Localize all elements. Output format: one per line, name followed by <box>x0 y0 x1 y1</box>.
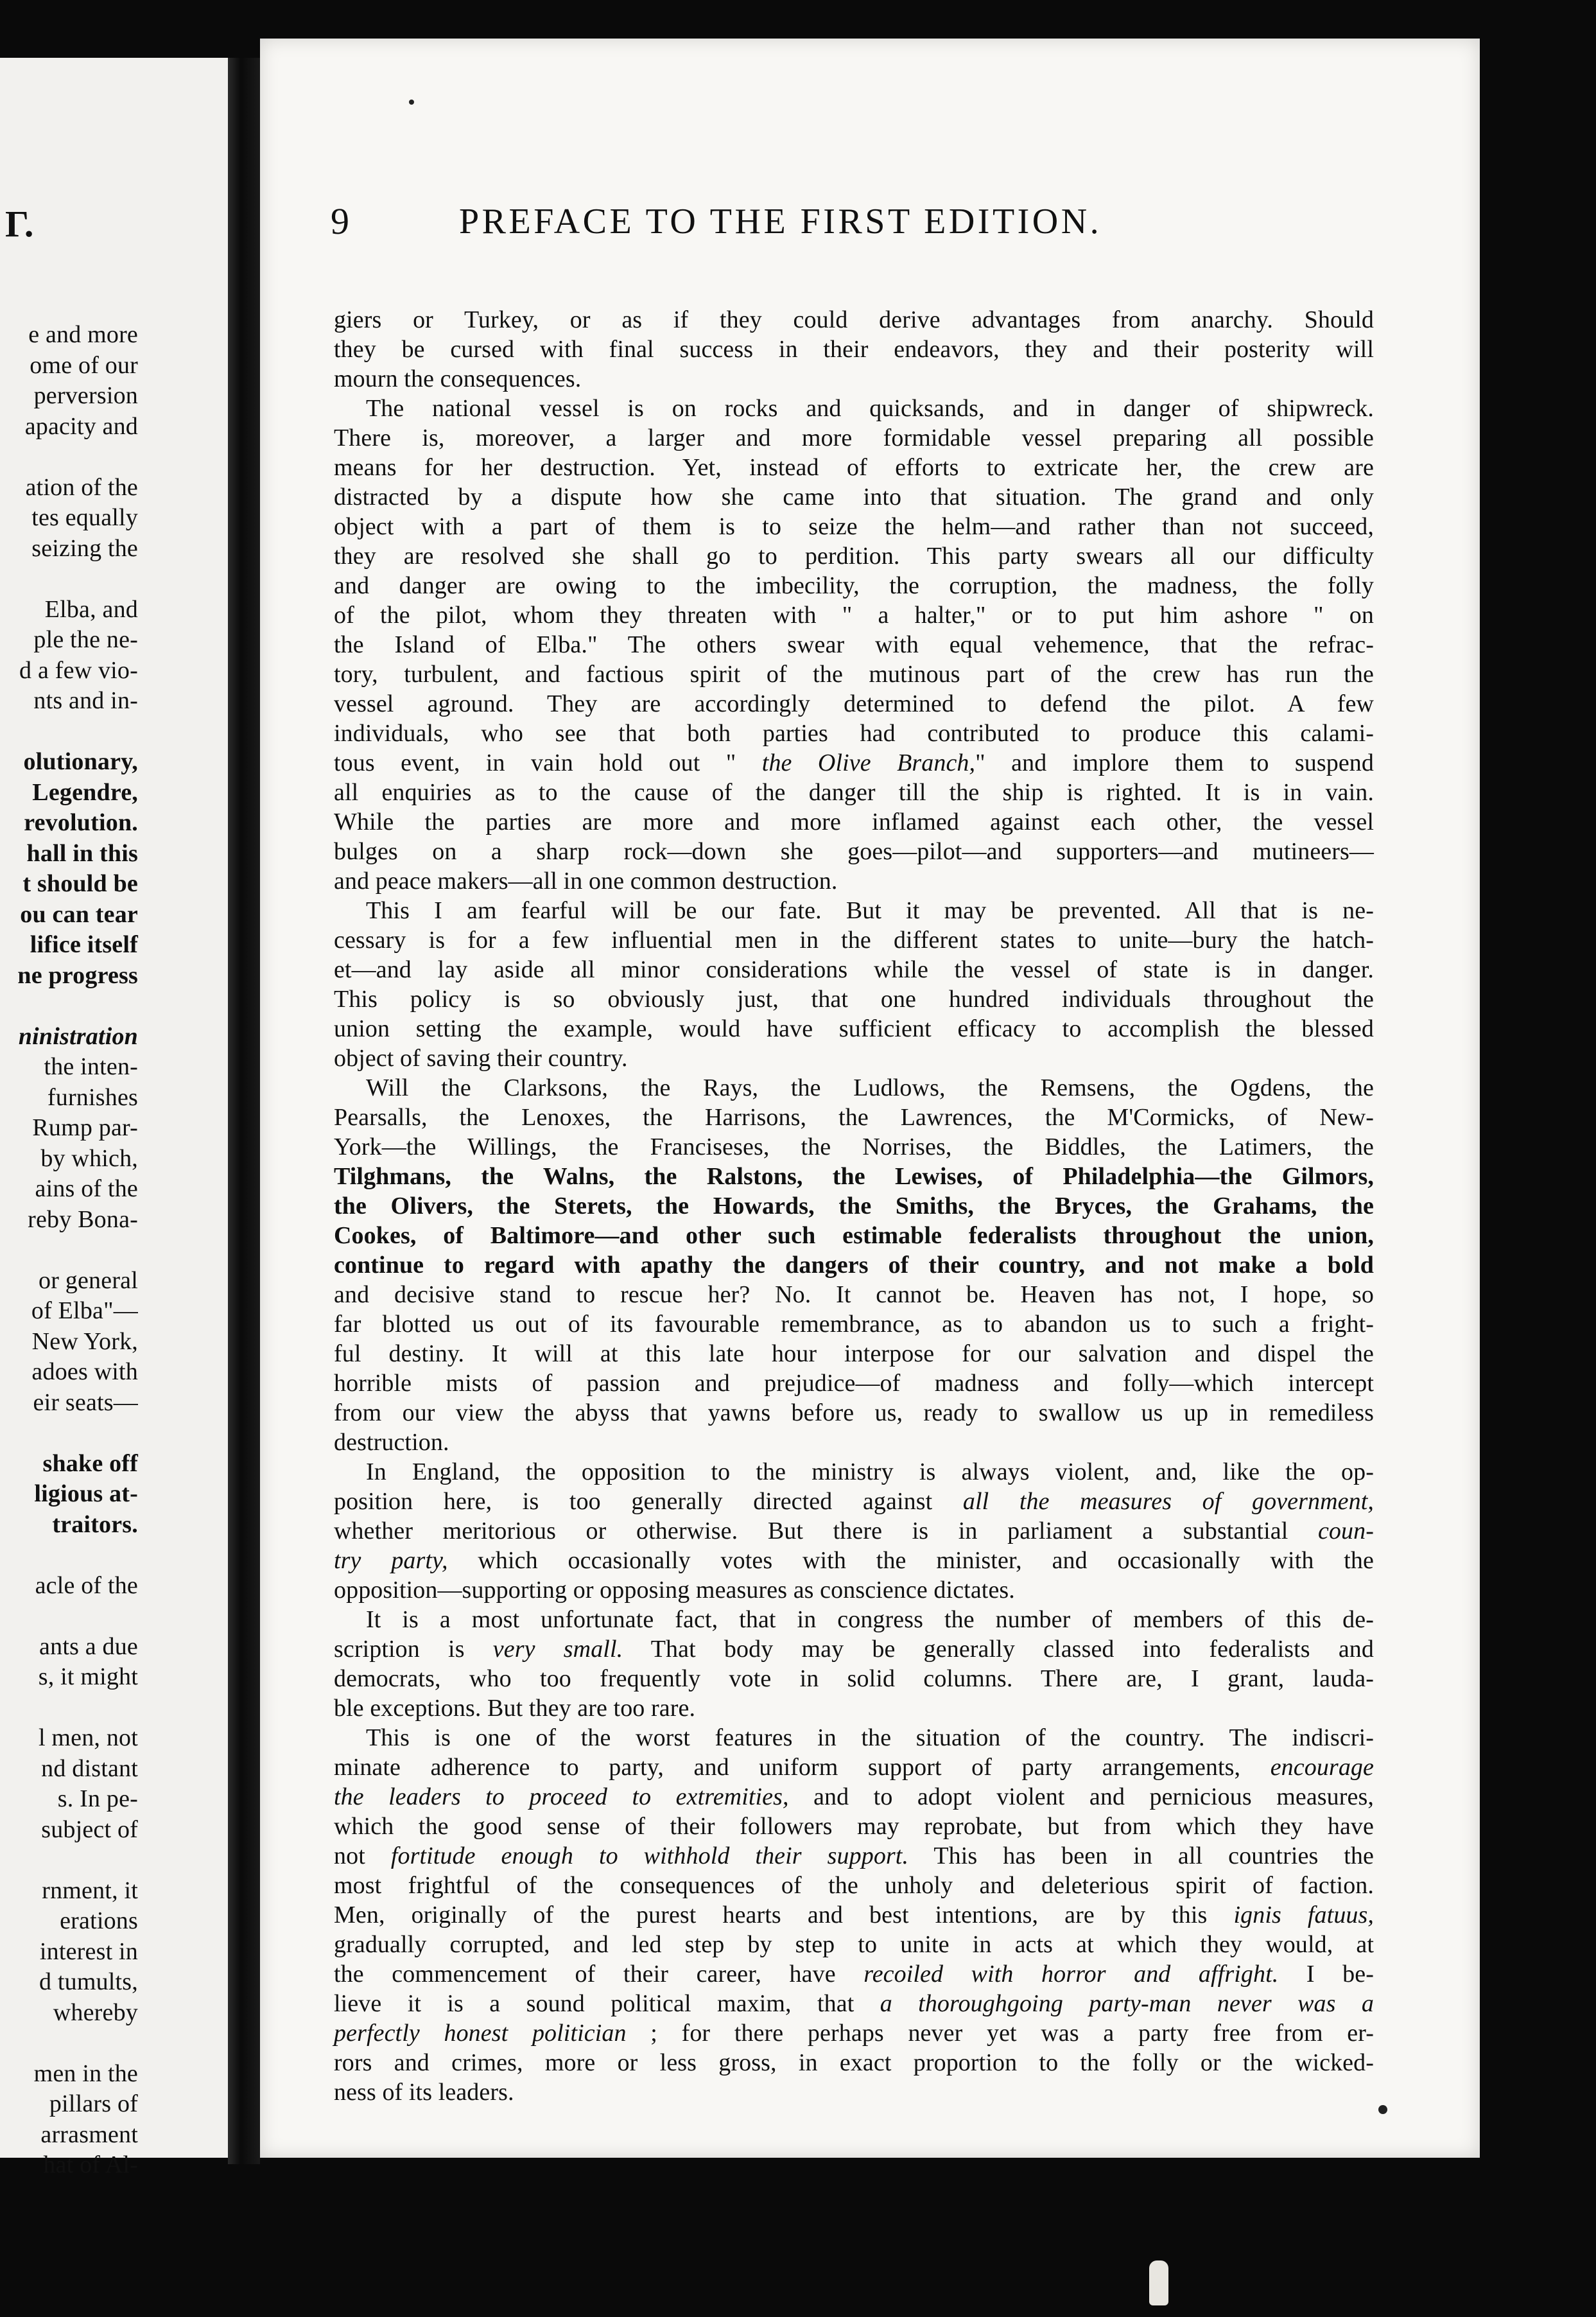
facing-page-line: ou can tear <box>20 900 138 928</box>
text-line: not fortitude enough to withhold their support. This has been in all countries the <box>334 1842 1375 1869</box>
facing-page-line: New York, <box>31 1327 138 1355</box>
text-line: It is a most unfortunate fact, that in congress the number of members of this de- <box>366 1606 1374 1633</box>
facing-page-line: ple the ne- <box>33 626 138 653</box>
facing-page-line: ation of the <box>25 473 138 501</box>
facing-page-line: e and more <box>28 321 138 348</box>
text-line: ful destiny. It will at this late hour interpose for our salvation and dispel the <box>334 1340 1374 1367</box>
text-line: they are resolved she shall go to perdition. This party swears all our difficulty <box>334 543 1374 570</box>
facing-page-line: pillars of <box>49 2090 138 2117</box>
facing-page-line: d a few vio- <box>19 656 138 684</box>
blank-line <box>0 717 138 748</box>
facing-page-line: hall in this <box>26 839 138 867</box>
facing-page-line: Rump par- <box>32 1114 138 1141</box>
blank-line <box>0 442 138 473</box>
facing-page-line: ants a due <box>39 1632 138 1660</box>
facing-page-line: arrasment <box>40 2120 138 2148</box>
facing-page-line: acle of the <box>35 1571 138 1599</box>
text-line: democrats, who too frequently vote in solid columns. There are, I grant, lauda- <box>334 1665 1374 1692</box>
text-line: scription is very small. That body may be generally classed into federalists and <box>334 1636 1374 1663</box>
facing-page-line: erations <box>60 1907 138 1934</box>
text-line: This is one of the worst features in the situation of the country. The indiscri- <box>366 1724 1374 1751</box>
facing-page-line: ligious at- <box>34 1480 138 1507</box>
facing-page-line: by which, <box>40 1144 138 1172</box>
text-line: minate adherence to party, and uniform support of party arrangements, encourage <box>334 1754 1374 1781</box>
facing-page-line: nd distant <box>41 1754 138 1782</box>
facing-page-line: eir seats— <box>33 1388 138 1416</box>
text-line: Cookes, of Baltimore—and other such estimable federalists throughout the union, <box>334 1222 1374 1249</box>
ink-speck <box>1378 2105 1387 2114</box>
facing-page-line: rnment, it <box>42 1876 138 1904</box>
blank-line <box>0 564 138 595</box>
text-line: bulges on a sharp rock—down she goes—pilot—and supporters—and mutineers— <box>334 838 1374 865</box>
text-line: individuals, who see that both parties had contributed to produce this calami- <box>334 720 1374 747</box>
text-line: and peace makers—all in one common destruction. <box>334 868 838 895</box>
blank-line <box>0 1693 138 1724</box>
text-line: most frightful of the consequences of the unholy and deleterious spirit of faction. <box>334 1872 1374 1899</box>
facing-page-line: the inten- <box>44 1053 138 1080</box>
text-line: Will the Clarksons, the Rays, the Ludlows, the Remsens, the Ogdens, the <box>366 1074 1374 1101</box>
text-line: they be cursed with final success in their endeavors, they and their posterity will <box>334 336 1374 363</box>
facing-page-line: ne progress <box>17 961 138 989</box>
blank-line <box>0 1845 138 1876</box>
text-line: destruction. <box>334 1429 449 1456</box>
text-line: the Olivers, the Sterets, the Howards, the Smiths, the Bryces, the Grahams, the <box>334 1193 1374 1220</box>
blank-line <box>0 1418 138 1449</box>
text-line: This I am fearful will be our fate. But it may be prevented. All that is ne- <box>366 897 1374 924</box>
facing-page-line: l men, not <box>38 1724 138 1751</box>
text-line: of the pilot, whom they threaten with " a halter," or to put him ashore " on <box>334 602 1374 629</box>
text-line: all enquiries as to the cause of the danger till the ship is righted. It is in vain. <box>334 779 1374 806</box>
facing-page-line: reby Bona- <box>28 1205 138 1233</box>
text-line: from our view the abyss that yawns before us, ready to swallow us up in remediless <box>334 1399 1374 1426</box>
text-line: mourn the consequences. <box>334 365 582 392</box>
facing-page-line: hat of Al- <box>43 2151 138 2178</box>
text-line: position here, is too generally directed against all the measures of government, <box>334 1488 1374 1515</box>
facing-page-line: or general <box>39 1266 138 1294</box>
blank-line <box>0 1235 138 1266</box>
text-line: cessary is for a few influential men in the different states to unite—bury the hatch- <box>334 927 1374 954</box>
facing-page-line: revolution. <box>24 809 138 836</box>
facing-page-line: nts and in- <box>33 687 138 714</box>
text-line: and decisive stand to rescue her? No. It cannot be. Heaven has not, I hope, so <box>334 1281 1374 1308</box>
facing-page-line: of Elba"— <box>31 1297 138 1324</box>
facing-page-line: traitors. <box>52 1510 138 1538</box>
blank-line <box>0 991 138 1022</box>
text-line: distracted by a dispute how she came into that situation. The grand and only <box>334 484 1374 511</box>
text-line: The national vessel is on rocks and quicksands, and in danger of shipwreck. <box>366 395 1374 422</box>
text-line: In England, the opposition to the ministry is always violent, and, like the op- <box>366 1458 1374 1485</box>
text-line: There is, moreover, a larger and more formidable vessel preparing all possible <box>334 424 1374 451</box>
text-line: means for her destruction. Yet, instead of efforts to extricate her, the crew are <box>334 454 1374 481</box>
text-line: which the good sense of their followers may reprobate, but from which they have <box>334 1813 1374 1840</box>
text-line: vessel aground. They are accordingly determined to defend the pilot. A few <box>334 690 1374 717</box>
text-line: Men, originally of the purest hearts and best intentions, are by this ignis fatuus, <box>334 1902 1375 1928</box>
text-line: York—the Willings, the Franciseses, the Norrises, the Biddles, the Latimers, the <box>334 1133 1374 1160</box>
facing-page-line: s, it might <box>38 1663 138 1690</box>
text-line: While the parties are more and more inflamed against each other, the vessel <box>334 809 1374 835</box>
text-line: ness of its leaders. <box>334 2079 514 2106</box>
facing-page-line: seizing the <box>31 534 138 562</box>
facing-page-line: furnishes <box>47 1083 138 1111</box>
text-line: et—and lay aside all minor considerations while the vessel of state is in danger. <box>334 956 1374 983</box>
text-line: lieve it is a sound political maxim, that a thoroughgoing party-man never was a <box>334 1990 1374 2017</box>
facing-page-line: ome of our <box>30 351 138 379</box>
facing-page-line: interest in <box>39 1937 138 1965</box>
text-line: the leaders to proceed to extremities, and to adopt violent and pernicious measures, <box>334 1783 1374 1810</box>
facing-page-line: olutionary, <box>23 748 138 775</box>
text-line: union setting the example, would have sufficient efficacy to accomplish the blessed <box>334 1015 1374 1042</box>
facing-page-line: shake off <box>42 1449 138 1477</box>
facing-page-line: Legendre, <box>32 778 138 806</box>
text-line: Tilghmans, the Walns, the Ralstons, the Lewises, of Philadelphia—the Gilmors, <box>334 1163 1374 1190</box>
body-text <box>334 305 1374 2107</box>
facing-page-line: t should be <box>22 870 138 897</box>
text-line: Pearsalls, the Lenoxes, the Harrisons, the Lawrences, the M'Cormicks, of New- <box>334 1104 1374 1131</box>
text-line: object with a part of them is to seize the helm—and rather than not succeed, <box>334 513 1374 540</box>
facing-page-line: men in the <box>33 2059 138 2087</box>
running-head <box>331 196 1435 247</box>
text-line: opposition—supporting or opposing measures as conscience dictates. <box>334 1577 1015 1604</box>
facing-page-running-head-fragment: Γ. <box>5 203 34 245</box>
text-line: perfectly honest politician ; for there perhaps never yet was a party free from er- <box>334 2020 1374 2047</box>
facing-page-text-column <box>0 320 138 2181</box>
text-line: tous event, in vain hold out " the Olive Branch," and implore them to suspend <box>334 749 1374 776</box>
facing-page-line: apacity and <box>24 412 138 440</box>
text-line: the commencement of their career, have recoiled with horror and affright. I be- <box>334 1961 1374 1988</box>
text-line: and danger are owing to the imbecility, the corruption, the madness, the folly <box>334 572 1374 599</box>
text-line: horrible mists of passion and prejudice—of madness and folly—which intercept <box>334 1370 1374 1397</box>
text-line: far blotted us out of its favourable remembrance, as to abandon us to such a fright- <box>334 1311 1374 1338</box>
text-line: rors and crimes, more or less gross, in exact proportion to the folly or the wicked- <box>334 2049 1374 2076</box>
book-page <box>260 39 1480 2158</box>
facing-page-line: s. In pe- <box>57 1785 138 1812</box>
text-line: This policy is so obviously just, that one hundred individuals throughout the <box>334 986 1374 1013</box>
text-line: continue to regard with apathy the dangers of their country, and not make a bold <box>334 1252 1374 1279</box>
facing-page-line: whereby <box>53 1998 138 2026</box>
facing-page-line: subject of <box>41 1815 138 1843</box>
facing-page-line: d tumults, <box>39 1968 138 1995</box>
facing-page-line: lifice itself <box>30 931 138 958</box>
page-header-title: PREFACE TO THE FIRST EDITION. <box>459 202 1102 241</box>
page-number: 9 <box>331 200 349 242</box>
facing-page-line: tes equally <box>31 504 138 531</box>
text-line: gradually corrupted, and led step by step to unite in acts at which they would, at <box>334 1931 1374 1958</box>
blank-line <box>0 1601 138 1632</box>
text-line: try party, which occasionally votes with the minister, and occasionally with the <box>334 1547 1374 1574</box>
facing-page-line: perversion <box>33 382 138 409</box>
text-line: the Island of Elba." The others swear with equal vehemence, that the refrac- <box>334 631 1374 658</box>
ink-speck <box>409 100 414 105</box>
text-line: tory, turbulent, and factious spirit of the mutinous part of the crew has run the <box>334 661 1374 688</box>
blank-line <box>0 2028 138 2059</box>
facing-page-line: ains of the <box>35 1175 138 1202</box>
facing-page-line: Elba, and <box>44 595 138 623</box>
facing-page-line: ninistration <box>18 1022 138 1050</box>
book-gutter <box>228 58 260 2164</box>
text-line: whether meritorious or otherwise. But there is in parliament a substantial coun- <box>334 1517 1374 1544</box>
text-line: giers or Turkey, or as if they could derive advantages from anarchy. Should <box>334 306 1374 333</box>
facing-page-left <box>0 58 228 2178</box>
text-line: object of saving their country. <box>334 1045 628 1072</box>
text-line: ble exceptions. But they are too rare. <box>334 1695 696 1722</box>
facing-page-line: adoes with <box>31 1358 138 1385</box>
page-edge-mark <box>1149 2260 1168 2305</box>
blank-line <box>0 1540 138 1571</box>
